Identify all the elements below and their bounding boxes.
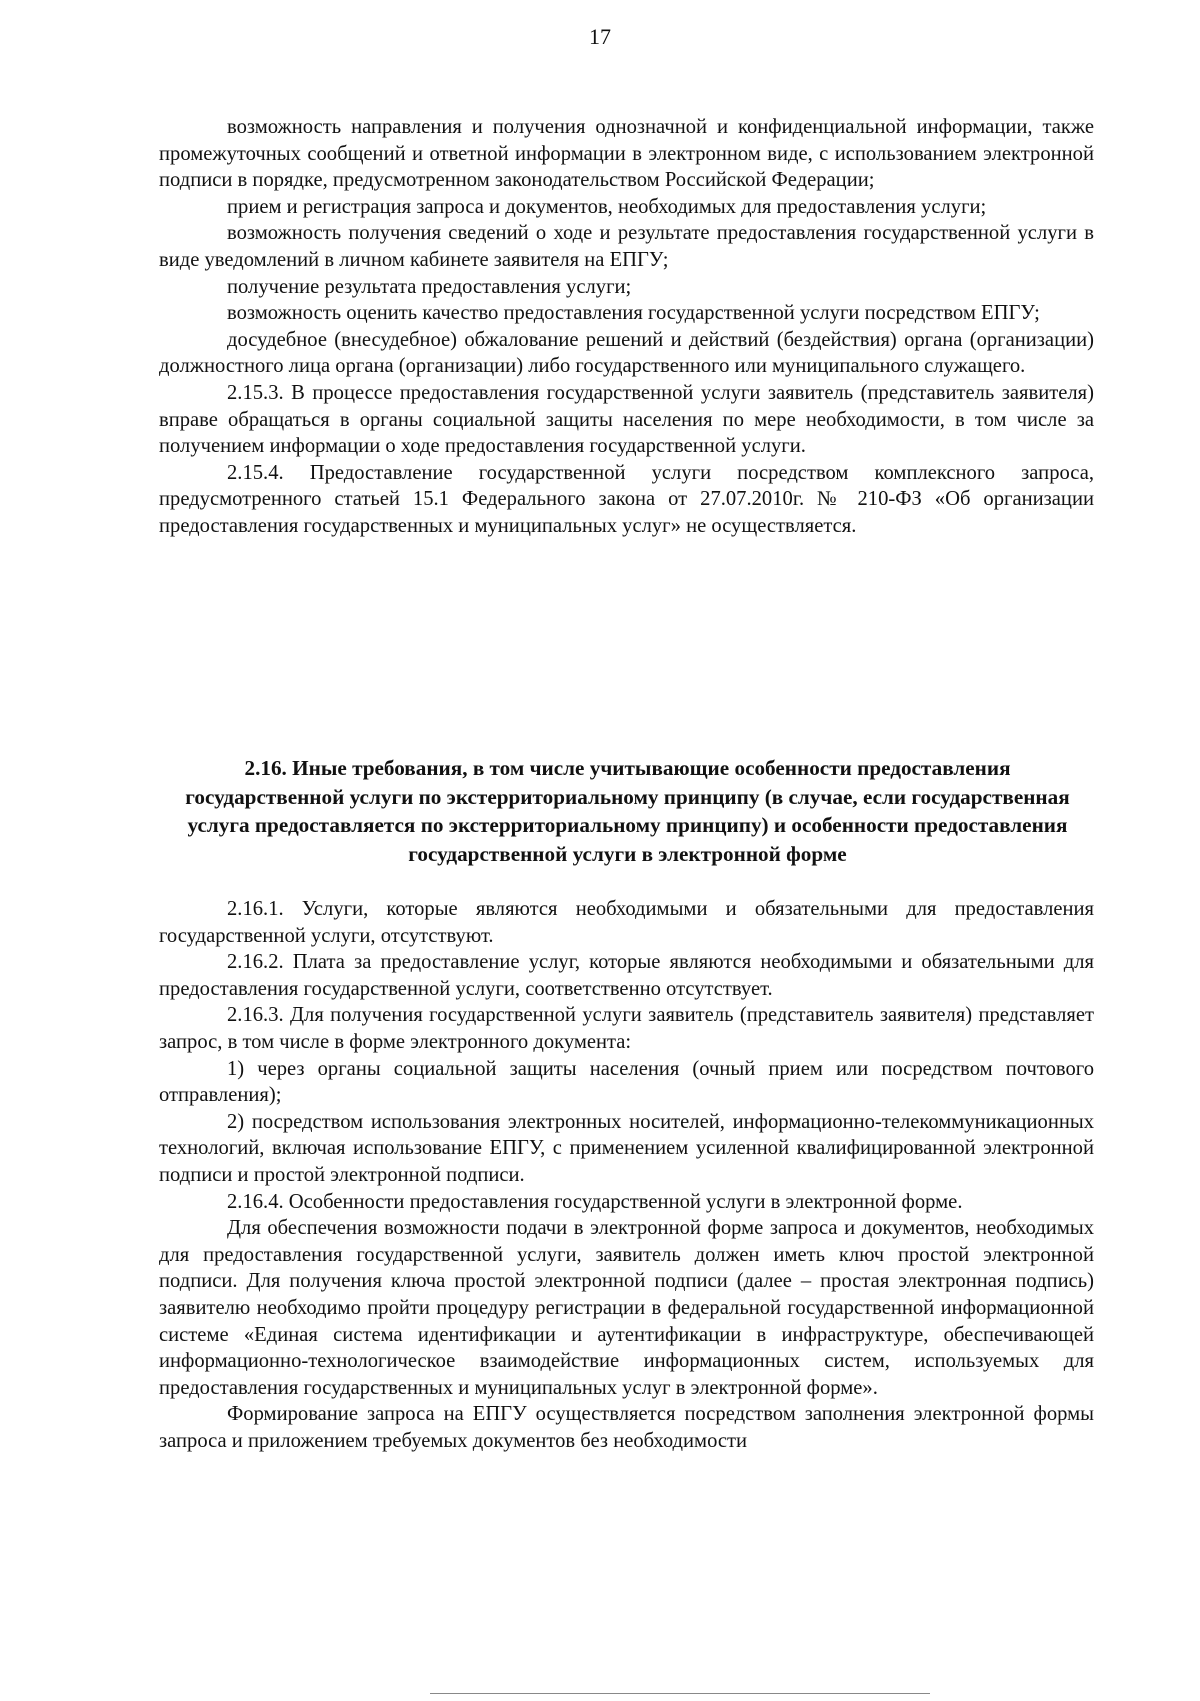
paragraph: 2.16.3. Для получения государственной услуги заявитель (представитель заявителя) представляет запрос, в том числе в форме электронного документа:	[159, 1004, 1094, 1053]
bottom-text-block	[159, 896, 1094, 1454]
paragraph: получение результата предоставления услуги;	[227, 275, 632, 298]
page-number: 17	[589, 24, 611, 49]
paragraph: прием и регистрация запроса и документов, необходимых для предоставления услуги;	[227, 195, 987, 218]
paragraph: 2.15.4. Предоставление государственной услуги посредством комплексного запроса, предусмотренного статьей 15.1 Федерального закона от 27.07.2010г. № 210-ФЗ «Об организации предоставления государственных и муниципальных услуг» не осуществляется.	[159, 461, 1094, 537]
paragraph: 2.15.3. В процессе предоставления государственной услуги заявитель (представитель заявителя) вправе обращаться в органы социальной защиты населения по мере необходимости, в том числе за получением информации о ходе предоставления государственной услуги.	[159, 381, 1094, 458]
section-heading: 2.16. Иные требования, в том числе учитывающие особенности предоставления государственной услуги по экстерриториальному принципу (в случае, если государственная услуга предоставляется по экстерриториальному принципу) и особенности предоставления государственной услуги в электронной форме	[185, 756, 1070, 866]
top-text-block	[159, 114, 1094, 540]
paragraph: возможность направления и получения однозначной и конфиденциальной информации, также промежуточных сообщений и ответной информации в электронном виде, с использованием электронной подписи в порядке, предусмотренном законодательством Российской Федерации;	[159, 116, 1094, 192]
paragraph: Для обеспечения возможности подачи в электронной форме запроса и документов, необходимых для предоставления государственной услуги, заявитель должен иметь ключ простой электронной подписи. Для получения ключа простой электронной подписи (далее – простая электронная подпись) заявителю необходимо пройти процедуру регистрации в федеральной государственной информационной системе «Единая система идентификации и аутентификации в инфраструктуре, обеспечивающей информационно-технологическое взаимодействие информационных систем, используемых для предоставления государственных и муниципальных услуг в электронной форме».	[159, 1217, 1094, 1399]
paragraph: возможность оценить качество предоставления государственной услуги посредством ЕПГУ;	[227, 302, 1040, 325]
paragraph: досудебное (внесудебное) обжалование решений и действий (бездействия) органа (организации) должностного лица органа (организации) либо государственного или муниципального служащего.	[159, 328, 1094, 378]
paragraph: 2) посредством использования электронных носителей, информационно-телекоммуникационных технологий, включая использование ЕПГУ, с применением усиленной квалифицированной электронной подписи и простой электронной подписи.	[159, 1110, 1094, 1186]
paragraph: 2.16.1. Услуги, которые являются необходимыми и обязательными для предоставления государственной услуги, отсутствуют.	[159, 898, 1094, 947]
paragraph: 2.16.4. Особенности предоставления государственной услуги в электронной форме.	[227, 1190, 963, 1213]
paragraph: возможность получения сведений о ходе и результате предоставления государственной услуги в виде уведомлений в личном кабинете заявителя на ЕПГУ;	[159, 222, 1094, 271]
paragraph: 2.16.2. Плата за предоставление услуг, которые являются необходимыми и обязательными для предоставления государственной услуги, соответственно отсутствует.	[159, 951, 1094, 1000]
paragraph: 1) через органы социальной защиты населения (очный прием или посредством почтового отправления);	[159, 1057, 1094, 1107]
footer-divider	[430, 1693, 930, 1694]
paragraph: Формирование запроса на ЕПГУ осуществляется посредством заполнения электронной формы запроса и приложением требуемых документов без необходимости	[159, 1403, 1094, 1452]
